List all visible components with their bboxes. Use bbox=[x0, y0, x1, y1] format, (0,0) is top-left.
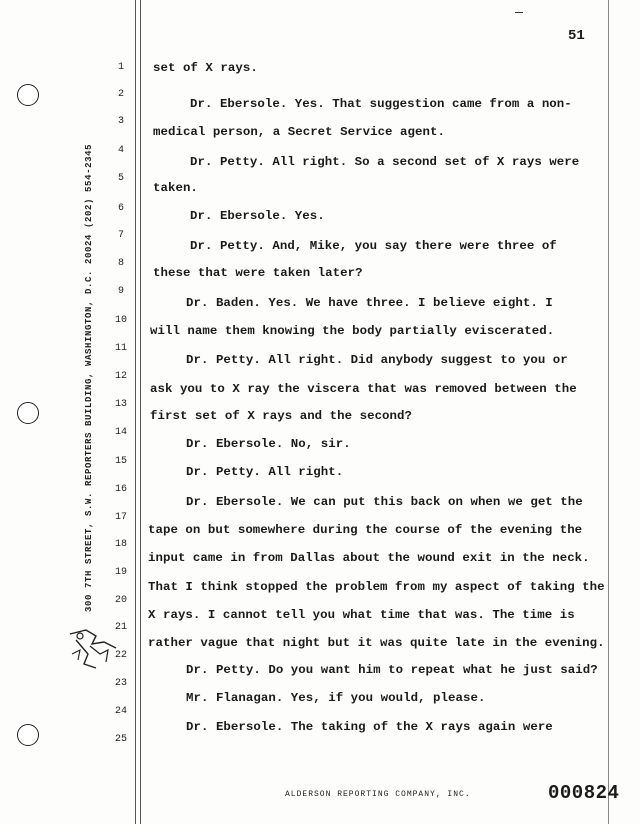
transcript-line: tape on but somewhere during the course of the evening the bbox=[148, 523, 583, 537]
binder-hole-bottom bbox=[17, 724, 39, 746]
binder-hole-top bbox=[17, 84, 39, 106]
transcript-line: Dr. Petty. All right. bbox=[186, 465, 344, 479]
transcript-line: first set of X rays and the second? bbox=[150, 409, 412, 423]
line-number: 1 bbox=[117, 62, 124, 73]
transcript-line: Dr. Ebersole. We can put this back on when we get the bbox=[186, 495, 583, 509]
transcript-line: set of X rays. bbox=[153, 61, 258, 75]
transcript-line: Dr. Petty. Do you want him to repeat what he just said? bbox=[186, 663, 598, 677]
line-number: 2 bbox=[117, 89, 124, 100]
line-number: 3 bbox=[117, 116, 124, 127]
transcript-line: will name them knowing the body partially eviscerated. bbox=[150, 324, 555, 338]
line-number: 6 bbox=[117, 203, 124, 214]
binder-hole-middle bbox=[17, 402, 39, 424]
transcript-line: Dr. Ebersole. Yes. bbox=[190, 209, 325, 223]
transcript-line: Dr. Baden. Yes. We have three. I believe eight. I bbox=[186, 296, 553, 310]
transcript-line: rather vague that night but it was quite late in the evening. bbox=[148, 636, 605, 650]
line-number: 12 bbox=[114, 371, 127, 382]
line-number: 11 bbox=[114, 343, 127, 354]
line-number: 16 bbox=[114, 484, 127, 495]
bates-number: 000824 bbox=[548, 782, 620, 804]
scribble-stamp bbox=[66, 624, 122, 672]
line-number: 20 bbox=[114, 595, 127, 606]
page-number: 51 bbox=[568, 28, 585, 44]
line-number: 9 bbox=[117, 286, 124, 297]
transcript-line: input came in from Dallas about the wound exit in the neck. bbox=[148, 551, 590, 565]
transcript-line: X rays. I cannot tell you what time that was. The time is bbox=[148, 608, 575, 622]
transcript-line: Dr. Ebersole. The taking of the X rays again were bbox=[186, 720, 553, 734]
footer-company: ALDERSON REPORTING COMPANY, INC. bbox=[285, 790, 471, 799]
line-number: 25 bbox=[114, 734, 127, 745]
transcript-line: That I think stopped the problem from my aspect of taking the bbox=[148, 580, 605, 594]
line-number: 22 bbox=[114, 650, 127, 661]
transcript-line: taken. bbox=[153, 181, 198, 195]
line-number: 7 bbox=[117, 230, 124, 241]
line-number: 17 bbox=[114, 512, 127, 523]
reporter-address: 300 7TH STREET, S.W. REPORTERS BUILDING, WASHINGTON, D.C. 20024 (202) 554-2345 bbox=[84, 143, 94, 612]
transcript-line: medical person, a Secret Service agent. bbox=[153, 125, 445, 139]
line-number: 24 bbox=[114, 706, 127, 717]
line-number: 13 bbox=[114, 399, 127, 410]
transcript-line: Dr. Petty. And, Mike, you say there were three of bbox=[190, 239, 557, 253]
top-mark bbox=[515, 12, 523, 13]
line-number: 18 bbox=[114, 539, 127, 550]
transcript-line: Dr. Petty. All right. So a second set of X rays were bbox=[190, 155, 580, 169]
line-number: 15 bbox=[114, 456, 127, 467]
line-number: 21 bbox=[114, 622, 127, 633]
line-number: 10 bbox=[114, 315, 127, 326]
right-edge-rule bbox=[608, 0, 609, 824]
line-number: 19 bbox=[114, 567, 127, 578]
line-number: 23 bbox=[114, 678, 127, 689]
margin-rule-left bbox=[135, 0, 136, 824]
transcript-line: Dr. Petty. All right. Did anybody suggest to you or bbox=[186, 353, 568, 367]
transcript-line: Dr. Ebersole. No, sir. bbox=[186, 437, 351, 451]
transcript-line: Dr. Ebersole. Yes. That suggestion came from a non- bbox=[190, 97, 572, 111]
line-number: 14 bbox=[114, 427, 127, 438]
transcript-line: Mr. Flanagan. Yes, if you would, please. bbox=[186, 691, 486, 705]
line-number: 8 bbox=[117, 258, 124, 269]
margin-rule-right bbox=[140, 0, 141, 824]
transcript-line: ask you to X ray the viscera that was removed between the bbox=[150, 382, 577, 396]
line-number: 4 bbox=[117, 145, 124, 156]
transcript-line: these that were taken later? bbox=[153, 266, 363, 280]
line-number: 5 bbox=[117, 173, 124, 184]
